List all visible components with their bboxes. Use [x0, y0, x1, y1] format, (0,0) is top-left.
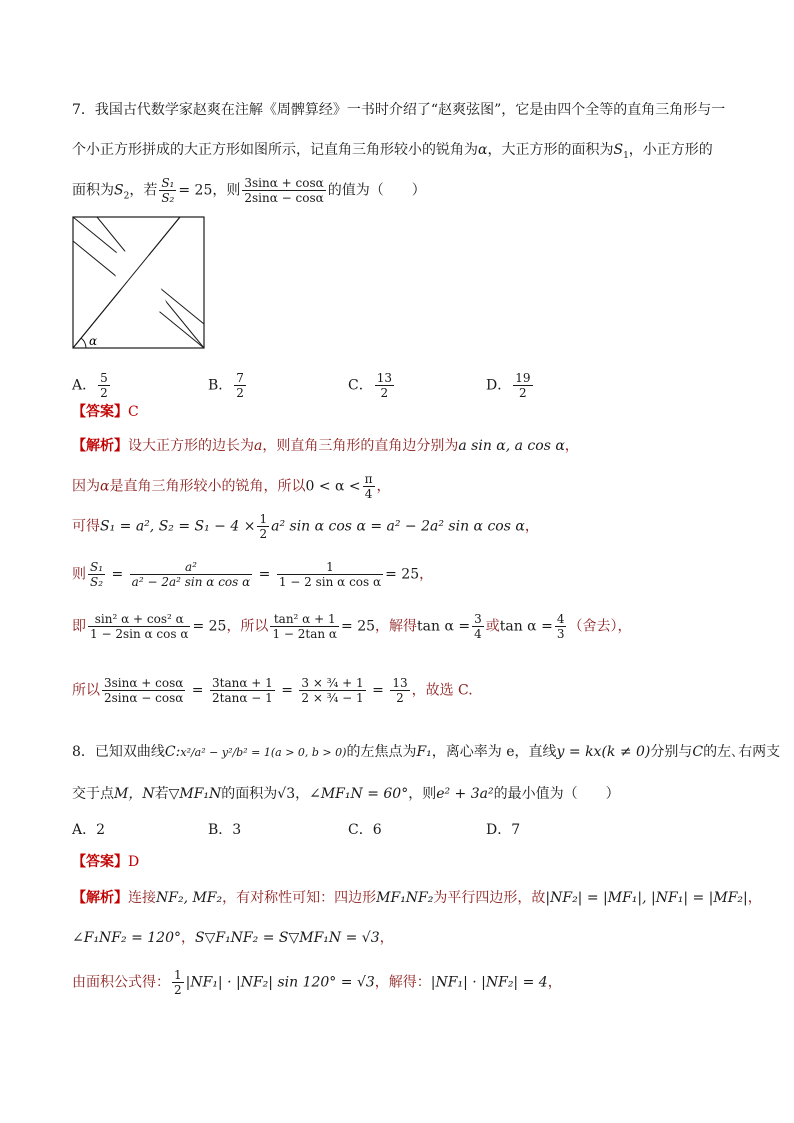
fraction-numerator: π	[364, 472, 373, 486]
option-label: C．	[348, 822, 373, 838]
option-b[interactable]	[208, 371, 248, 400]
alpha-symbol: α	[100, 478, 110, 495]
q8-text: 8．已知双曲线	[72, 744, 165, 760]
q8-analysis-line3	[72, 968, 562, 997]
fraction-numerator: 1	[277, 560, 383, 575]
fraction-numerator: sin² α + cos² α	[88, 612, 190, 627]
simplified-fraction	[277, 560, 383, 589]
s1-symbol: S	[613, 142, 624, 158]
math-expression: ∠MF₁N = 60°	[309, 786, 409, 802]
fraction-denominator: 2	[236, 386, 244, 400]
equation: = 25	[178, 182, 213, 199]
q8-text: 的面积为	[221, 786, 278, 802]
equation: = 25	[385, 566, 420, 583]
subscript: 2	[123, 191, 130, 202]
option-a[interactable]	[72, 820, 105, 840]
fraction-denominator: 3	[556, 627, 565, 641]
q7-stem-line3	[72, 176, 426, 206]
option-value: 7	[511, 822, 521, 838]
fraction-numerator: 19	[515, 371, 531, 385]
option-value: 3	[232, 822, 242, 838]
option-a[interactable]	[72, 371, 112, 400]
fraction-numerator: 1	[259, 512, 268, 526]
fraction-denominator: a² − 2a² sin α cos α	[131, 575, 251, 589]
math-expression: S₁ = a², S₂ = S₁ − 4 ×	[100, 518, 256, 535]
math-expression: tan α =	[417, 618, 471, 635]
q7-text: 面积为	[72, 182, 114, 199]
q8-analysis-line2	[72, 928, 394, 948]
subscript: 1	[623, 150, 629, 161]
analysis-text: 是直角三角形较小的锐角，所以	[109, 478, 306, 495]
q8-text: ，则	[408, 786, 437, 802]
analysis-text: 由面积公式得：	[72, 974, 170, 991]
analysis-text: ，解得：	[374, 974, 431, 991]
trig-fraction	[88, 612, 190, 641]
analysis-text: ，	[747, 890, 762, 906]
math-expression: |NF₂| = |MF₁|, |NF₁| = |MF₂|	[545, 890, 748, 906]
substituted-fraction	[299, 676, 365, 705]
alpha-symbol: α	[478, 142, 488, 158]
option-b[interactable]	[208, 820, 241, 840]
analysis-text: 连接	[128, 890, 156, 906]
q8-text: ，	[295, 786, 310, 802]
tan-value-2	[555, 612, 567, 641]
tan-expr-fraction	[210, 676, 275, 705]
answer-value: C	[128, 404, 139, 420]
analysis-text: ，有对称性可知：四边形	[222, 890, 377, 906]
analysis-text: ，则直角三角形的直角边分别为	[262, 438, 459, 454]
math-expression: MF₁NF₂	[376, 890, 434, 906]
q8-text: ，离心率为 e，直线	[431, 744, 557, 760]
q7-text: ，若	[129, 182, 158, 199]
q8-stem-line2	[72, 784, 620, 804]
option-fraction	[375, 371, 394, 400]
q8-analysis-line1	[72, 888, 762, 908]
option-label: C．	[348, 377, 373, 394]
option-d[interactable]	[486, 820, 520, 840]
fraction-denominator: S₂	[161, 191, 175, 205]
line-equation: y = kx(k ≠ 0)	[556, 744, 651, 760]
math-expression: ∠F₁NF₂ = 120°	[72, 930, 181, 946]
hyperbola-equation: x²/a² − y²/b² = 1(a > 0, b > 0)	[180, 746, 347, 759]
analysis-text: ，	[419, 566, 434, 583]
q7-text: ，小正方形的	[628, 142, 713, 158]
q7-stem-line1	[72, 100, 725, 120]
expr-fraction	[102, 676, 185, 705]
half-fraction	[172, 968, 184, 997]
fraction-denominator: 2	[100, 386, 108, 400]
fraction-denominator: 1 − 2sin α cos α	[90, 627, 189, 641]
option-d[interactable]	[486, 371, 535, 400]
analysis-text: ，	[376, 478, 391, 495]
analysis-text: 为平行四边形，故	[433, 890, 546, 906]
analysis-tag: 【解析】	[72, 890, 128, 906]
fraction-numerator: 3	[474, 612, 482, 626]
zhao-shuang-diagram	[72, 216, 206, 350]
q8-text: 若	[154, 786, 169, 802]
result-fraction	[390, 676, 409, 705]
math-symbol: C	[692, 744, 704, 760]
analysis-text: 所以	[72, 682, 100, 699]
analysis-text: 即	[72, 618, 86, 635]
half-fraction	[257, 512, 269, 541]
pi-over-four	[363, 472, 375, 501]
alpha-label: α	[89, 334, 98, 348]
q8-text: 的左､右两支	[703, 744, 781, 760]
q7-analysis-line6: 所以 $\frac{3\sin\alpha + \cos\alpha}{2\sin\alpha - \cos\alpha}$ = $\frac{3\tan\alpha + 1}{2\tan\alpha - 1}$ = $\frac{\text{3 × ¾ + 1}}{\text{2 × ¾ − 1}}$ = $\frac{13}{2}$ ，故选 C.	[72, 676, 473, 705]
analysis-tag: 【解析】	[72, 438, 128, 454]
angle-arc	[81, 338, 86, 348]
math-symbol: F₁	[416, 744, 432, 760]
q8-text: 的左焦点为	[346, 744, 417, 760]
option-fraction	[513, 371, 532, 400]
q7-stem-line2	[72, 140, 713, 166]
fraction-numerator: S₁	[161, 176, 175, 190]
q7-text: 7．我国古代数学家赵爽在注解《周髀算经》一书时介绍了“赵爽弦图”，它是由四个全等的直角三角形与一	[72, 102, 726, 118]
analysis-text: 设大正方形的边长为	[128, 438, 254, 454]
fraction-numerator: 5	[100, 371, 108, 385]
equation: = 25	[192, 618, 227, 635]
q7-analysis-line3	[72, 512, 539, 541]
tan-value-1	[472, 612, 484, 641]
expr-fraction	[242, 176, 325, 205]
q7-analysis-line2	[72, 472, 391, 501]
fraction-denominator: 1 − 2tan α	[272, 627, 338, 641]
fraction-numerator: 13	[376, 371, 392, 385]
q7-answer	[72, 402, 139, 422]
fraction-numerator: 3 × ¾ + 1	[301, 676, 364, 690]
math-expression: 0 < α <	[305, 478, 361, 495]
option-value: 6	[372, 822, 382, 838]
q8-text: 的最小值为（ ）	[493, 786, 620, 802]
analysis-text: ，故选 C.	[411, 682, 473, 699]
analysis-text: 则	[72, 566, 86, 583]
fraction-denominator: 2	[380, 386, 389, 400]
analysis-text: ，解得	[375, 618, 418, 635]
math-expression: NF₂, MF₂	[156, 890, 223, 906]
math-expression: |NF₁| · |NF₂| sin 120° = √3	[185, 974, 375, 991]
q7-text: 个小正方形拼成的大正方形如图所示，记直角三角形较小的锐角为	[72, 142, 478, 158]
analysis-text: （舍去），	[568, 618, 632, 635]
math-expression: tan α =	[499, 618, 553, 635]
answer-value: D	[128, 854, 140, 870]
q7-text: ，则	[212, 182, 241, 199]
s2-symbol: S	[114, 182, 124, 199]
math-expression: |NF₁| · |NF₂| = 4	[430, 974, 548, 991]
analysis-text: 因为	[72, 478, 100, 495]
math-expression: a sin α, a cos α	[458, 438, 565, 454]
analysis-text: ，	[547, 974, 562, 991]
q8-text: 分别与	[650, 744, 693, 760]
fraction-numerator: a²	[130, 560, 253, 575]
option-fraction	[98, 371, 110, 400]
fraction-denominator: 2sinα − cosα	[244, 191, 324, 205]
math-expression: e² + 3a²	[436, 786, 494, 802]
q8-stem-line1	[72, 742, 780, 763]
option-value: 2	[96, 822, 106, 838]
fraction-denominator: 2	[519, 386, 527, 400]
math-expression: √3	[277, 786, 296, 802]
fraction-numerator: 3tanα + 1	[212, 676, 273, 690]
ratio-fraction	[88, 560, 105, 589]
q8-options	[72, 820, 552, 840]
analysis-text: ，	[564, 438, 579, 454]
answer-tag: 【答案】	[72, 404, 128, 420]
option-label: B．	[208, 377, 233, 394]
option-label: D．	[486, 822, 512, 838]
tan-fraction	[270, 612, 339, 641]
fraction-numerator: 7	[236, 371, 244, 385]
option-label: B．	[208, 822, 233, 838]
option-label: A．	[72, 377, 97, 394]
q8-answer	[72, 852, 139, 872]
fraction-denominator: 2	[259, 527, 268, 541]
ratio-fraction	[159, 176, 176, 205]
q8-text: 交于点	[72, 786, 114, 802]
q7-analysis-line1	[72, 436, 579, 456]
option-c[interactable]	[348, 371, 396, 400]
analysis-text: ，	[181, 930, 195, 946]
q7-text: 的值为（ ）	[327, 182, 426, 199]
fraction-denominator: S₂	[90, 575, 104, 589]
answer-tag: 【答案】	[72, 854, 128, 870]
fraction-numerator: 3sinα + cosα	[104, 676, 184, 690]
fraction-numerator: S₁	[90, 560, 104, 574]
fraction-denominator: 2 × ¾ − 1	[301, 691, 364, 705]
analysis-text: ，所以	[226, 618, 269, 635]
area-fraction	[130, 560, 253, 589]
option-c[interactable]	[348, 820, 382, 840]
fraction-denominator: 4	[474, 627, 482, 641]
equation: = 25	[341, 618, 376, 635]
fraction-denominator: 1 − 2 sin α cos α	[278, 575, 382, 589]
q7-analysis-line5	[72, 612, 631, 641]
fraction-denominator: 2	[174, 983, 182, 997]
fraction-denominator: 2sinα − cosα	[104, 691, 184, 705]
analysis-text: ，	[379, 930, 394, 946]
math-expression: S▽F₁NF₂ = S▽MF₁N = √3	[195, 930, 380, 946]
option-fraction	[234, 371, 246, 400]
q7-options	[72, 364, 552, 398]
fraction-numerator: 1	[174, 968, 182, 982]
option-label: A．	[72, 822, 97, 838]
analysis-text: 可得	[72, 518, 100, 535]
fraction-numerator: tan² α + 1	[270, 612, 339, 627]
math-expression: a² sin α cos α = a² − 2a² sin α cos α	[271, 518, 525, 535]
q7-text: ，大正方形的面积为	[487, 142, 614, 158]
fraction-numerator: 3sinα + cosα	[244, 176, 324, 190]
analysis-text: ，	[524, 518, 539, 535]
analysis-text: 或	[485, 618, 500, 635]
option-label: D．	[486, 377, 512, 394]
fraction-denominator: 4	[364, 487, 373, 501]
math-symbol: a	[254, 438, 263, 454]
q7-analysis-line4: 则 $\frac{\text{S₁}}{\text{S₂}}$ = $\frac{\text{a²}}{\text{a² − 2a² sin α cos α}}$ = $\frac{1}{\text{1 − 2 sin α cos α}}$ = 25，	[72, 560, 434, 589]
fraction-numerator: 13	[392, 676, 408, 690]
fraction-denominator: 2tanα − 1	[212, 691, 273, 705]
math-symbol: M，N	[114, 786, 155, 802]
fraction-numerator: 4	[556, 612, 565, 626]
math-symbol: C:	[164, 744, 181, 760]
math-expression: ▽MF₁N	[168, 786, 222, 802]
fraction-denominator: 2	[396, 691, 404, 705]
